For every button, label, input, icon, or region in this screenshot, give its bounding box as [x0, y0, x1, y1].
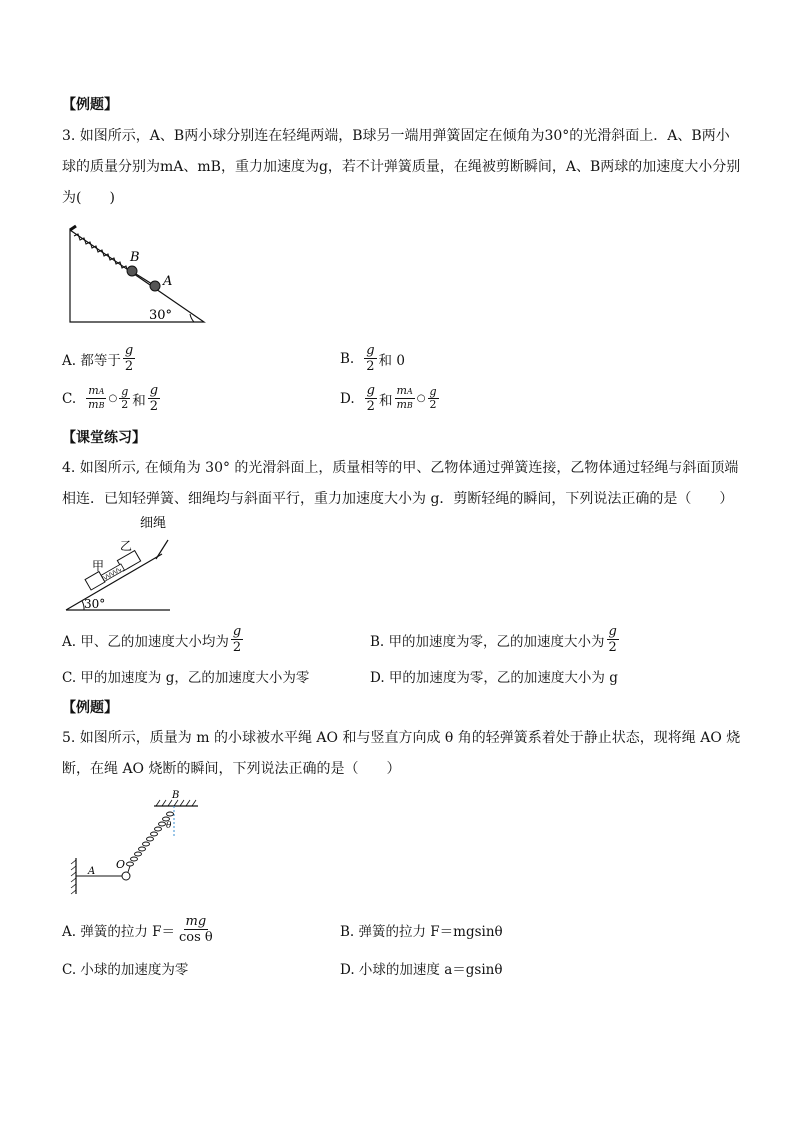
frac-den — [86, 399, 106, 412]
yi-label: 乙 — [120, 539, 133, 553]
label-b: B — [172, 790, 180, 801]
option-a-text: A. 甲、乙的加速度大小均为 — [62, 633, 229, 650]
q5-option-d[interactable] — [340, 958, 502, 978]
frac-den: 2 — [232, 640, 242, 655]
frac-num: g — [124, 343, 134, 358]
q5-text-line2: 断，在绳 AO 烧断的瞬间，下列说法正确的是（ ） — [62, 761, 401, 777]
frac-den: 2 — [121, 398, 129, 411]
fraction-g-over-2 — [364, 343, 376, 374]
frac-den: 2 — [608, 640, 617, 655]
section-heading-example-2: 【例题】 — [62, 700, 118, 716]
frac-den: 2 — [366, 399, 375, 414]
frac-num — [86, 385, 106, 399]
rope-line — [156, 540, 168, 559]
section-heading-example: 【例题】 — [62, 97, 118, 113]
label-b: B — [130, 250, 140, 265]
q3-option-b[interactable] — [340, 343, 405, 374]
option-d-label: D. — [340, 390, 355, 407]
q4-option-c[interactable] — [62, 666, 309, 686]
frac-num: g — [121, 385, 129, 398]
q3-text-line1: 3. 如图所示，A、B两小球分别连在轻绳两端，B球另一端用弹簧固定在倾角为30°的光滑斜面上．A、B两小 — [62, 128, 730, 144]
option-c-and: 和 — [132, 392, 146, 409]
section-heading-practice: 【课堂练习】 — [62, 430, 146, 446]
sub-a: A — [406, 387, 413, 396]
angle-label: 30° — [84, 597, 106, 611]
option-c-text: C. 甲的加速度为 g，乙的加速度大小为零 — [62, 670, 310, 686]
q3-option-a[interactable] — [62, 343, 137, 374]
fraction-g-over-2 — [119, 386, 130, 411]
option-d-text: D. 小球的加速度 a＝gsinθ — [340, 962, 503, 978]
frac-num: g — [149, 383, 159, 398]
q4-text-line2: 相连．已知轻弹簧、细绳均与斜面平行，重力加速度大小为 g．剪断轻绳的瞬间，下列说法正确的是（ ） — [62, 491, 734, 507]
fraction-ma-over-mb — [86, 385, 106, 412]
frac-den: 2 — [124, 359, 134, 374]
q3-option-c[interactable] — [62, 383, 162, 414]
frac-num: mg — [185, 914, 207, 929]
q3-text-line3: 为( ) — [62, 190, 115, 206]
option-a-text: A. 都等于 — [62, 352, 121, 369]
rope — [136, 274, 152, 284]
frac-num: g — [608, 624, 617, 639]
option-a-text: A. 弹簧的拉力 F＝ — [62, 923, 175, 940]
q5-option-c[interactable] — [62, 958, 188, 978]
label-o: O — [116, 858, 126, 871]
q4-text-line1: 4. 如图所示, 在倾角为 30° 的光滑斜面上，质量相等的甲、乙物体通过弹簧连接，乙物体通过轻绳与斜面顶端 — [62, 460, 739, 476]
rope-label: 细绳 — [140, 516, 167, 531]
q5-option-b[interactable] — [340, 920, 503, 940]
wall-hatch — [71, 860, 76, 894]
option-b-text: B. 弹簧的拉力 F＝mgsinθ — [340, 924, 503, 940]
m-symbol: m — [88, 398, 99, 411]
option-b-label: B. — [340, 350, 355, 367]
frac-den: 2 — [149, 399, 159, 414]
fraction-g-over-2 — [148, 383, 160, 414]
q3-text-line2: 球的质量分别为mA、mB，重力加速度为g，若不计弹簧质量，在绳被剪断瞬间，A、B两球的加速度大小分别 — [62, 159, 741, 175]
frac-num: g — [366, 343, 375, 358]
fraction-g-over-2 — [428, 386, 439, 411]
jia-label: 甲 — [92, 559, 105, 573]
frac-num — [395, 385, 415, 399]
ball-a — [150, 281, 160, 291]
option-b-text: B. 甲的加速度为零，乙的加速度大小为 — [370, 633, 605, 650]
q5-option-a[interactable] — [62, 914, 217, 945]
fraction-g-over-2 — [607, 624, 619, 655]
option-b-text: 和 0 — [378, 352, 405, 369]
sub-b: B — [406, 401, 413, 410]
sub-a: A — [98, 387, 105, 396]
option-c-label: C. — [62, 390, 77, 407]
q4-option-d[interactable] — [370, 666, 618, 686]
spring — [74, 234, 128, 272]
wall-hatch — [70, 226, 76, 230]
frac-den — [394, 399, 414, 412]
m-symbol: m — [88, 384, 99, 397]
q5-figure-spring-ball — [66, 788, 206, 900]
frac-num: g — [366, 383, 375, 398]
q4-option-a[interactable] — [62, 624, 245, 655]
theta-label: θ — [166, 821, 172, 831]
q3-figure-incline — [62, 222, 212, 327]
option-d-text: D. 甲的加速度为零，乙的加速度大小为 g — [370, 670, 618, 686]
angle-label: 30° — [149, 308, 173, 323]
ball — [122, 872, 130, 880]
dot-symbol: ○ — [108, 393, 118, 404]
m-symbol: m — [396, 398, 407, 411]
option-c-text: C. 小球的加速度为零 — [62, 962, 189, 978]
block-jia — [85, 572, 105, 590]
frac-den: cos θ — [179, 930, 213, 945]
q4-figure-incline — [62, 512, 182, 616]
q5-text-line1: 5. 如图所示，质量为 m 的小球被水平绳 AO 和与竖直方向成 θ 角的轻弹簧系着处于静止状态，现将绳 AO 烧 — [62, 730, 741, 746]
label-a: A — [88, 866, 96, 877]
ball-spring-joint — [128, 866, 130, 872]
fraction-ma-over-mb — [394, 385, 414, 412]
ball-b — [127, 266, 137, 276]
label-a: A — [163, 274, 173, 289]
fraction-mg-over-cos — [177, 914, 215, 945]
slope-line — [66, 554, 162, 610]
frac-num: g — [232, 624, 242, 639]
frac-den: 2 — [429, 398, 437, 411]
q3-option-d[interactable] — [340, 383, 441, 414]
sub-b: B — [98, 401, 105, 410]
fraction-g-over-2 — [123, 343, 135, 374]
frac-num: g — [429, 385, 437, 398]
frac-den: 2 — [366, 359, 375, 374]
q4-option-b[interactable] — [370, 624, 621, 655]
option-d-and: 和 — [378, 392, 393, 409]
dot-symbol: ○ — [416, 393, 426, 404]
fraction-g-over-2 — [231, 624, 243, 655]
fraction-g-over-2 — [365, 383, 377, 414]
m-symbol: m — [396, 384, 407, 397]
